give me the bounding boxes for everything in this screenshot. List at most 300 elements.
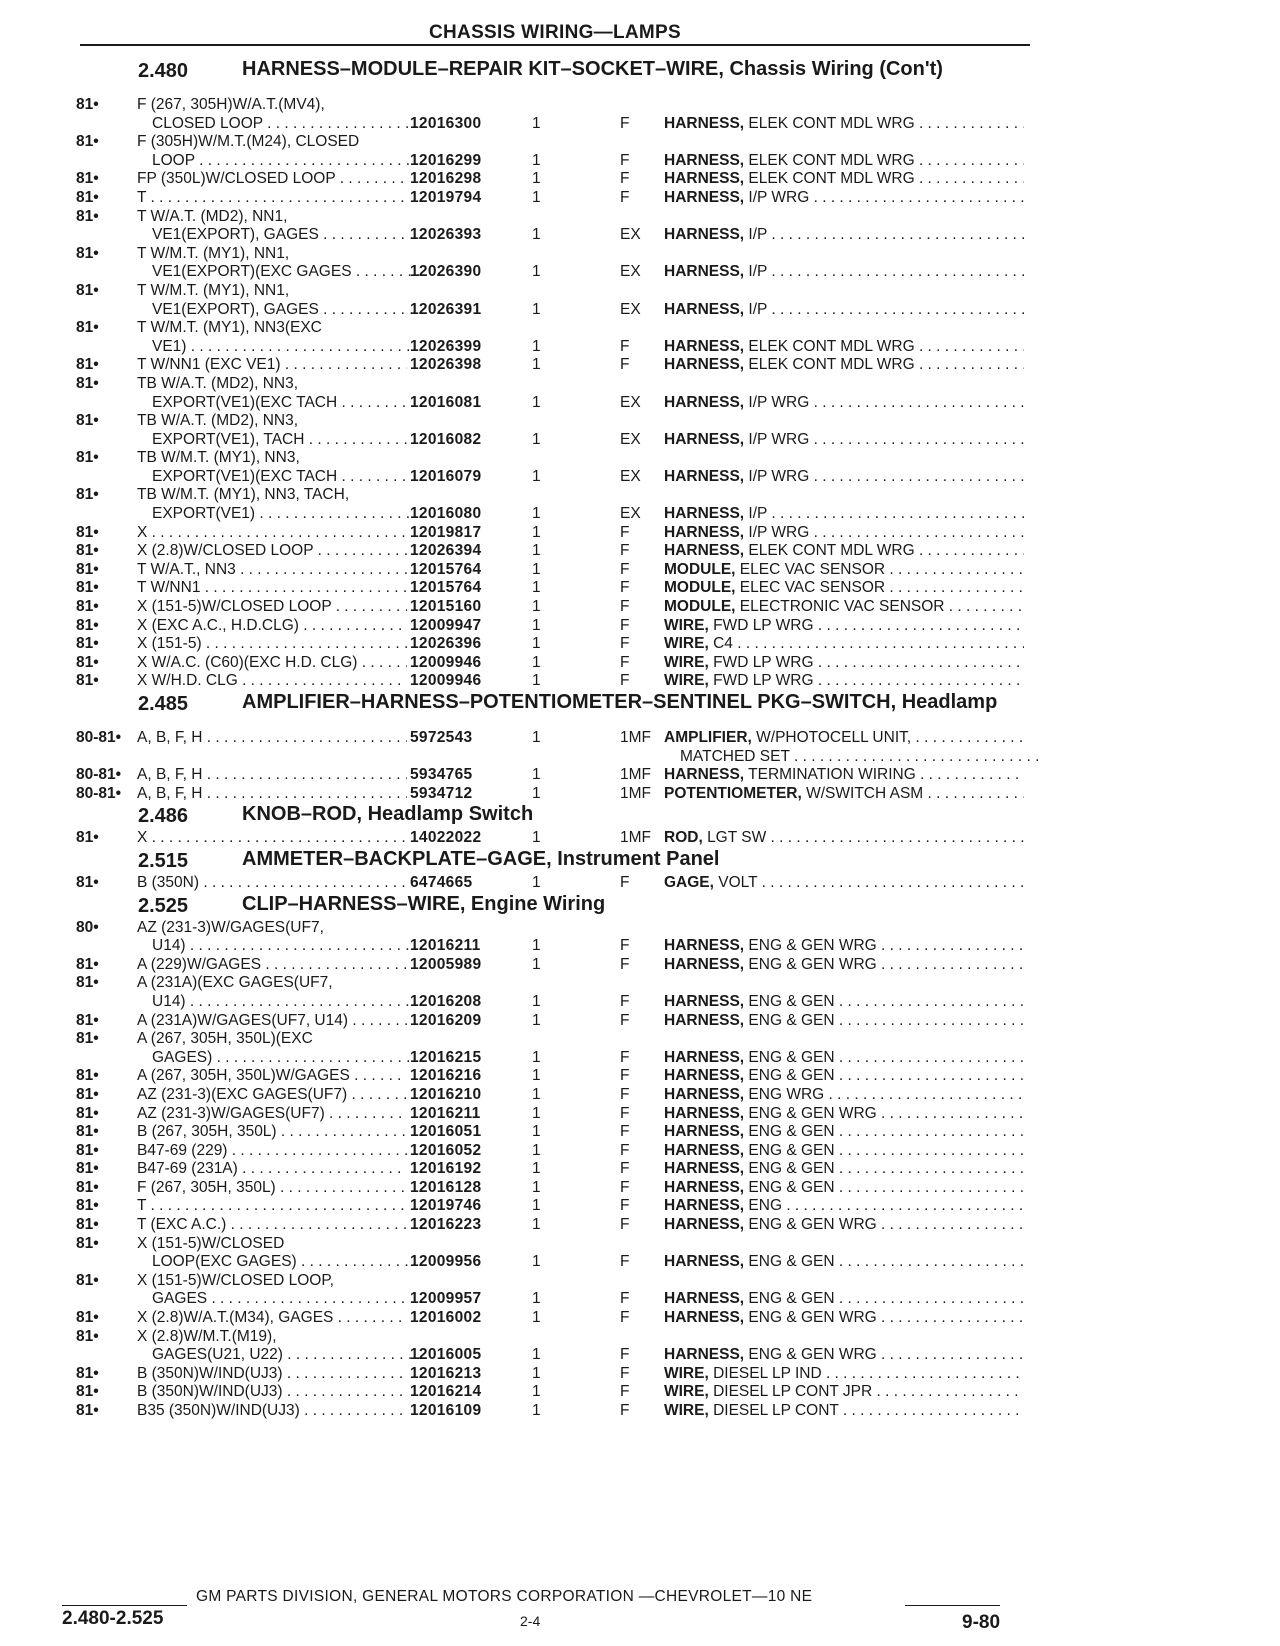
- part-yr: 81•: [76, 412, 99, 430]
- part-name-detail: TERMINATION WIRING: [748, 766, 916, 784]
- part-row: [0, 319, 1280, 338]
- part-desc: GAGES(U21, U22) . . .: [152, 1346, 422, 1365]
- part-code: F: [620, 188, 630, 206]
- part-name-bold: HARNESS,: [664, 1011, 745, 1029]
- part-desc: T . . .: [137, 189, 407, 208]
- part-row: [0, 1160, 1280, 1179]
- part-name-bold: WIRE,: [664, 653, 709, 671]
- part-row: [0, 1272, 1280, 1291]
- part-name-detail: MATCHED SET: [680, 747, 790, 765]
- part-code: EX: [620, 505, 641, 523]
- part-row: [0, 956, 1280, 975]
- part-name-bold: WIRE,: [664, 616, 709, 634]
- part-code: F: [620, 1178, 630, 1196]
- part-name-detail: ELEC VAC SENSOR: [739, 579, 886, 597]
- part-code: F: [620, 579, 630, 597]
- part-desc: A (267, 305H, 350L)(EXC: [137, 1030, 313, 1048]
- part-desc: B35 (350N)W/IND(UJ3) . . .: [137, 1402, 407, 1421]
- part-code: F: [620, 542, 630, 560]
- part-name: [664, 542, 1024, 561]
- part-name: [664, 468, 1024, 487]
- section-number: 2.525: [138, 894, 189, 917]
- part-row: [0, 974, 1280, 993]
- part-desc: B (350N) . . .: [137, 874, 407, 893]
- part-name: [664, 1290, 1024, 1309]
- part-row: [0, 1309, 1280, 1328]
- part-yr: 81•: [76, 1085, 99, 1103]
- part-yr: 81•: [76, 1011, 99, 1029]
- section-heading: [0, 803, 1280, 829]
- footer-date: 9-80: [962, 1612, 1001, 1633]
- part-name: [664, 115, 1024, 134]
- part-name-bold: WIRE,: [664, 1364, 709, 1382]
- section-number: 2.480: [138, 60, 189, 82]
- part-name: [664, 1346, 1024, 1365]
- part-name-bold: HARNESS,: [664, 992, 745, 1010]
- part-name: [664, 1216, 1024, 1235]
- part-name: [664, 766, 1024, 785]
- part-name-bold: WIRE,: [664, 1383, 709, 1401]
- section-title: CLIP–HARNESS–WIRE, Engine Wiring: [242, 892, 606, 915]
- part-desc: T W/NN1 (EXC VE1) . . .: [137, 356, 407, 375]
- part-code: F: [620, 1364, 630, 1382]
- part-desc: CLOSED LOOP . . .: [152, 115, 422, 134]
- part-row: [0, 468, 1280, 487]
- part-name: [664, 1105, 1024, 1124]
- part-name-detail: ENG & GEN WRG: [748, 1216, 877, 1234]
- part-name-bold: WIRE,: [664, 672, 709, 690]
- part-name-detail: ELEK CONT MDL WRG: [748, 114, 915, 132]
- part-row: [0, 152, 1280, 171]
- part-desc: X . . .: [137, 829, 407, 848]
- part-desc: A, B, F, H . . .: [137, 729, 407, 748]
- part-pn: 12015160: [410, 598, 482, 616]
- part-yr: 81•: [76, 523, 99, 541]
- part-yr: 81•: [76, 319, 99, 337]
- part-pn: 12016215: [410, 1048, 482, 1066]
- part-desc: VE1(EXPORT), GAGES . . .: [152, 226, 422, 245]
- part-name-bold: HARNESS,: [664, 430, 745, 448]
- part-code: F: [620, 337, 630, 355]
- part-name-bold: HARNESS,: [664, 505, 745, 523]
- part-name-detail: I/P WRG: [748, 430, 810, 448]
- part-name-detail: ELEK CONT MDL WRG: [748, 170, 915, 188]
- part-name: [664, 1160, 1024, 1179]
- part-pn: 12016298: [410, 170, 482, 188]
- part-name-bold: HARNESS,: [664, 337, 745, 355]
- part-name-bold: HARNESS,: [664, 170, 745, 188]
- part-pn: 12016002: [410, 1309, 482, 1327]
- part-code: F: [620, 616, 630, 634]
- part-pn: 12016081: [410, 393, 482, 411]
- part-row: [0, 301, 1280, 320]
- part-row: [0, 170, 1280, 189]
- part-qty: 1: [532, 542, 541, 560]
- part-row: [0, 1123, 1280, 1142]
- part-desc: X (151-5)W/CLOSED LOOP . . .: [137, 598, 407, 617]
- part-code: F: [620, 151, 630, 169]
- part-code: F: [620, 1309, 630, 1327]
- part-name-detail: ENG WRG: [748, 1085, 825, 1103]
- section-number: 2.515: [138, 849, 189, 872]
- part-name-detail: ENG & GEN: [748, 1067, 835, 1085]
- section-title: AMMETER–BACKPLATE–GAGE, Instrument Panel: [242, 847, 720, 870]
- part-desc: B (267, 305H, 350L) . . .: [137, 1123, 407, 1142]
- part-code: F: [620, 598, 630, 616]
- part-row: [0, 1365, 1280, 1384]
- part-qty: 1: [532, 430, 541, 448]
- part-qty: 1: [532, 1067, 541, 1085]
- part-yr: 80•: [76, 918, 99, 936]
- part-row: [0, 1105, 1280, 1124]
- part-name: [664, 431, 1024, 450]
- part-name-bold: HARNESS,: [664, 356, 745, 374]
- part-name-bold: HARNESS,: [664, 1197, 745, 1215]
- part-desc: X (151-5)W/CLOSED: [137, 1234, 285, 1252]
- part-name: [664, 993, 1024, 1012]
- part-pn: 12016128: [410, 1178, 482, 1196]
- part-row: [0, 208, 1280, 227]
- part-code: F: [620, 635, 630, 653]
- part-desc: X (151-5)W/CLOSED LOOP,: [137, 1271, 334, 1289]
- part-desc: T W/M.T. (MY1), NN1,: [137, 281, 290, 299]
- part-row: [0, 729, 1280, 748]
- part-name-detail: ENG & GEN WRG: [748, 1309, 877, 1327]
- part-row: [0, 486, 1280, 505]
- part-yr: 81•: [76, 1123, 99, 1141]
- part-name-bold: MODULE,: [664, 579, 736, 597]
- part-desc: X (EXC A.C., H.D.CLG) . . .: [137, 617, 407, 636]
- part-row: [0, 1235, 1280, 1254]
- part-desc: EXPORT(VE1), TACH . . .: [152, 431, 422, 450]
- part-pn: 12016210: [410, 1085, 482, 1103]
- part-name-detail: ELEC VAC SENSOR: [739, 560, 886, 578]
- part-qty: 1: [532, 170, 541, 188]
- part-desc: VE1) . . .: [152, 338, 422, 357]
- part-desc: TB W/A.T. (MD2), NN3,: [137, 374, 299, 392]
- part-name: [664, 1012, 1024, 1031]
- part-qty: 1: [532, 151, 541, 169]
- part-row: [0, 542, 1280, 561]
- part-yr: 81•: [76, 1271, 99, 1289]
- part-row: [0, 394, 1280, 413]
- part-qty: 1: [532, 1178, 541, 1196]
- part-name-detail: ENG & GEN: [748, 1141, 835, 1159]
- part-pn: 12016211: [410, 1104, 481, 1122]
- part-yr: 81•: [76, 598, 99, 616]
- part-qty: 1: [532, 829, 541, 847]
- part-desc: B (350N)W/IND(UJ3) . . .: [137, 1383, 407, 1402]
- part-pn: 12026396: [410, 635, 482, 653]
- part-name: [680, 748, 1040, 767]
- part-name-detail: ENG & GEN: [748, 1011, 835, 1029]
- part-pn: 12019794: [410, 188, 482, 206]
- part-code: F: [620, 560, 630, 578]
- part-name: [664, 579, 1024, 598]
- part-name: [664, 654, 1024, 673]
- part-desc: B47-69 (231A) . . .: [137, 1160, 407, 1179]
- part-code: F: [620, 992, 630, 1010]
- part-name-bold: ROD,: [664, 829, 703, 847]
- part-name-bold: HARNESS,: [664, 955, 745, 973]
- part-row: [0, 1402, 1280, 1421]
- part-row: [0, 874, 1280, 893]
- part-name-detail: DIESEL LP IND: [713, 1364, 822, 1382]
- part-pn: 12016214: [410, 1383, 482, 1401]
- part-desc: X (2.8)W/CLOSED LOOP . . .: [137, 542, 407, 561]
- part-desc: GAGES) . . .: [152, 1049, 422, 1068]
- part-name-bold: WIRE,: [664, 635, 709, 653]
- part-name-detail: VOLT: [718, 873, 758, 891]
- part-qty: 1: [532, 1104, 541, 1122]
- part-row: [0, 635, 1280, 654]
- part-row: [0, 282, 1280, 301]
- part-name-detail: ENG & GEN WRG: [748, 1104, 877, 1122]
- part-name-bold: HARNESS,: [664, 1104, 745, 1122]
- part-pn: 12016216: [410, 1067, 482, 1085]
- part-code: F: [620, 1216, 630, 1234]
- part-name: [664, 617, 1024, 636]
- part-name: [664, 1402, 1024, 1421]
- part-code: EX: [620, 393, 641, 411]
- part-row: [0, 579, 1280, 598]
- footer-section-range: 2.480-2.525: [62, 1608, 164, 1629]
- part-code: EX: [620, 430, 641, 448]
- part-row: [0, 96, 1280, 115]
- part-yr: 81•: [76, 133, 99, 151]
- part-name-bold: HARNESS,: [664, 151, 745, 169]
- part-name-detail: ENG & GEN WRG: [748, 955, 877, 973]
- part-name-detail: I/P: [748, 505, 768, 523]
- part-row: [0, 189, 1280, 208]
- section-title: KNOB–ROD, Headlamp Switch: [242, 803, 534, 826]
- part-name-detail: FWD LP WRG: [713, 616, 814, 634]
- part-pn: 12005989: [410, 955, 482, 973]
- part-qty: 1: [532, 356, 541, 374]
- part-pn: 12026399: [410, 337, 482, 355]
- part-yr: 81•: [76, 672, 99, 690]
- part-qty: 1: [532, 1383, 541, 1401]
- part-row: [0, 1216, 1280, 1235]
- part-row: [0, 617, 1280, 636]
- part-yr: 81•: [76, 1216, 99, 1234]
- part-name-detail: ENG & GEN WRG: [748, 1346, 877, 1364]
- part-name-bold: HARNESS,: [664, 1067, 745, 1085]
- part-yr: 81•: [76, 170, 99, 188]
- part-name-detail: LGT SW: [707, 829, 767, 847]
- part-name-detail: I/P WRG: [748, 467, 810, 485]
- part-name-bold: HARNESS,: [664, 114, 745, 132]
- part-qty: 1: [532, 579, 541, 597]
- part-row: [0, 133, 1280, 152]
- part-desc: X . . .: [137, 524, 407, 543]
- part-name: [664, 301, 1024, 320]
- part-qty: 1: [532, 467, 541, 485]
- part-yr: 81•: [76, 1030, 99, 1048]
- section-title: HARNESS–MODULE–REPAIR KIT–SOCKET–WIRE, Chassis Wiring (Con't): [242, 58, 943, 80]
- part-pn: 12019746: [410, 1197, 482, 1215]
- part-code: F: [620, 1011, 630, 1029]
- part-desc: U14) . . .: [152, 937, 422, 956]
- part-name: [664, 170, 1024, 189]
- section-number: 2.485: [138, 693, 189, 715]
- part-row: [0, 1012, 1280, 1031]
- part-yr: 81•: [76, 873, 99, 891]
- part-desc: TB W/M.T. (MY1), NN3, TACH,: [137, 486, 350, 504]
- part-desc: X W/H.D. CLG . . .: [137, 672, 407, 691]
- part-name: [664, 394, 1024, 413]
- part-row: [0, 1383, 1280, 1402]
- part-desc: X W/A.C. (C60)(EXC H.D. CLG) . . .: [137, 654, 407, 673]
- part-pn: 12016079: [410, 467, 482, 485]
- section-heading: [0, 893, 1280, 919]
- part-pn: 12026390: [410, 263, 482, 281]
- part-yr: 81•: [76, 560, 99, 578]
- part-name-bold: HARNESS,: [664, 542, 745, 560]
- footer-page-number: 2-4: [520, 1613, 541, 1629]
- part-yr: 81•: [76, 1383, 99, 1401]
- part-qty: 1: [532, 1402, 541, 1419]
- part-pn: 12016082: [410, 430, 482, 448]
- part-desc: T W/M.T. (MY1), NN3(EXC: [137, 319, 322, 337]
- part-row: [0, 937, 1280, 956]
- part-desc: TB W/A.T. (MD2), NN3,: [137, 412, 299, 430]
- part-row: [0, 338, 1280, 357]
- part-name-detail: I/P WRG: [748, 523, 810, 541]
- part-code: 1MF: [620, 829, 651, 847]
- part-desc: T . . .: [137, 1197, 407, 1216]
- part-name: [664, 1309, 1024, 1328]
- part-yr: 81•: [76, 829, 99, 847]
- part-qty: 1: [532, 1011, 541, 1029]
- footer-publisher: GM PARTS DIVISION, GENERAL MOTORS CORPORATION —CHEVROLET—10 NE: [196, 1588, 813, 1605]
- part-qty: 1: [532, 393, 541, 411]
- part-yr: 81•: [76, 1067, 99, 1085]
- part-name-bold: POTENTIOMETER,: [664, 784, 802, 802]
- part-desc: T W/NN1 . . .: [137, 579, 407, 598]
- part-row: [0, 263, 1280, 282]
- part-name: [664, 189, 1024, 208]
- part-pn: 12026394: [410, 542, 482, 560]
- part-name: [664, 1197, 1024, 1216]
- part-yr: 81•: [76, 281, 99, 299]
- part-name: [664, 937, 1024, 956]
- part-qty: 1: [532, 1085, 541, 1103]
- part-name: [664, 829, 1024, 848]
- part-code: EX: [620, 300, 641, 318]
- part-code: F: [620, 1402, 630, 1419]
- part-name: [664, 263, 1024, 282]
- part-desc: F (305H)W/M.T.(M24), CLOSED: [137, 133, 360, 151]
- footer-rule-right: [905, 1605, 1000, 1606]
- part-name-bold: HARNESS,: [664, 1309, 745, 1327]
- part-name-detail: I/P: [748, 226, 768, 244]
- part-code: F: [620, 873, 630, 891]
- part-name-bold: GAGE,: [664, 873, 714, 891]
- part-name-detail: I/P: [748, 263, 768, 281]
- part-name: [664, 956, 1024, 975]
- part-pn: 12015764: [410, 579, 482, 597]
- part-yr: 81•: [76, 955, 99, 973]
- part-code: F: [620, 114, 630, 132]
- part-code: EX: [620, 263, 641, 281]
- part-name: [664, 1067, 1024, 1086]
- part-code: F: [620, 1141, 630, 1159]
- part-code: EX: [620, 226, 641, 244]
- part-yr: 81•: [76, 486, 99, 504]
- part-name-detail: I/P WRG: [748, 188, 810, 206]
- part-code: F: [620, 1123, 630, 1141]
- part-qty: 1: [532, 635, 541, 653]
- part-row: [0, 993, 1280, 1012]
- part-pn: 12016209: [410, 1011, 482, 1029]
- part-desc: T (EXC A.C.) . . .: [137, 1216, 407, 1235]
- part-code: F: [620, 1085, 630, 1103]
- part-name-bold: HARNESS,: [664, 1178, 745, 1196]
- part-yr: 81•: [76, 1327, 99, 1345]
- part-desc: U14) . . .: [152, 993, 422, 1012]
- part-desc: A (231A)W/GAGES(UF7, U14) . . .: [137, 1012, 407, 1031]
- part-pn: 14022022: [410, 829, 482, 847]
- part-name-detail: I/P WRG: [748, 393, 810, 411]
- part-desc: EXPORT(VE1) . . .: [152, 505, 422, 524]
- part-pn: 12019817: [410, 523, 482, 541]
- part-desc: EXPORT(VE1)(EXC TACH . . .: [152, 468, 422, 487]
- part-qty: 1: [532, 1309, 541, 1327]
- section-title: AMPLIFIER–HARNESS–POTENTIOMETER–SENTINEL PKG–SWITCH, Headlamp: [242, 691, 998, 713]
- part-yr: 81•: [76, 579, 99, 597]
- part-pn: 12016052: [410, 1141, 482, 1159]
- part-yr: 81•: [76, 1141, 99, 1159]
- part-code: F: [620, 356, 630, 374]
- part-row: [0, 748, 1280, 767]
- part-qty: 1: [532, 1253, 541, 1271]
- part-code: 1MF: [620, 784, 651, 802]
- part-pn: 12009947: [410, 616, 482, 634]
- part-pn: 5934765: [410, 766, 473, 784]
- part-qty: 1: [532, 598, 541, 616]
- part-pn: 12016299: [410, 151, 482, 169]
- part-yr: 81•: [76, 1104, 99, 1122]
- part-row: [0, 561, 1280, 580]
- part-desc: A, B, F, H . . .: [137, 785, 407, 804]
- part-name-detail: C4: [713, 635, 733, 653]
- part-yr: 81•: [76, 653, 99, 671]
- part-name-detail: ENG & GEN: [748, 1290, 835, 1308]
- part-name-detail: FWD LP WRG: [713, 653, 814, 671]
- part-name: [664, 635, 1024, 654]
- part-pn: 12015764: [410, 560, 482, 578]
- part-name: [664, 1365, 1024, 1384]
- part-desc: X (151-5) . . .: [137, 635, 407, 654]
- part-name-detail: W/SWITCH ASM: [806, 784, 924, 802]
- part-name-bold: WIRE,: [664, 1402, 709, 1419]
- part-row: [0, 654, 1280, 673]
- part-row: [0, 1030, 1280, 1049]
- part-yr: 81•: [76, 244, 99, 262]
- part-qty: 1: [532, 1048, 541, 1066]
- part-yr: 80-81•: [76, 784, 122, 802]
- part-row: [0, 412, 1280, 431]
- part-desc: X (2.8)W/A.T.(M34), GAGES . . .: [137, 1309, 407, 1328]
- part-yr: 81•: [76, 188, 99, 206]
- part-row: [0, 1346, 1280, 1365]
- part-desc: LOOP . . .: [152, 152, 422, 171]
- part-name-detail: ENG & GEN: [748, 1178, 835, 1196]
- part-code: F: [620, 1290, 630, 1308]
- part-name-bold: HARNESS,: [664, 1123, 745, 1141]
- part-desc: X (2.8)W/M.T.(M19),: [137, 1327, 277, 1345]
